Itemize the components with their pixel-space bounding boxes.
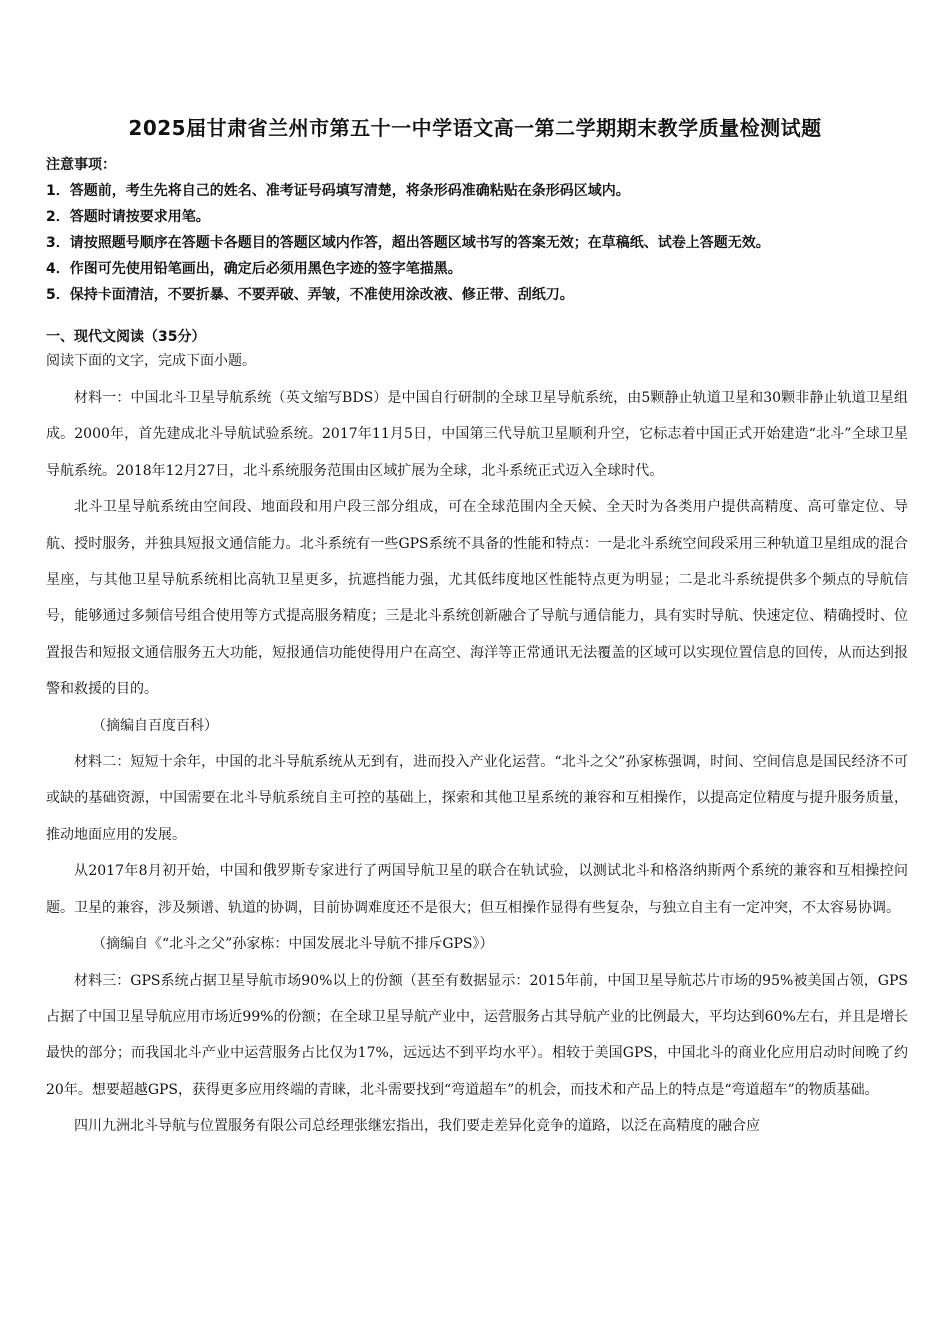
paragraph-cooperation: 从2017年8月初开始，中国和俄罗斯专家进行了两国导航卫星的联合在轨试验，以测试北斗和格洛纳斯两个系统的兼容和互相操控问题。卫星的兼容，涉及频谱、轨道的协调，目前协调难度还不是很大；但互相操作显得有些复杂，与独立自主有一定冲突，不太容易协调。 — [46, 863, 908, 916]
notice-item-1: 1．答题前，考生先将自己的姓名、准考证号码填写清楚，将条形码准确粘贴在条形码区域内。 — [46, 183, 630, 199]
source-note-2: （摘编自《“北斗之父”孙家栋：中国发展北斗导航不排斥GPS》） — [92, 936, 494, 953]
notice-item-5: 5．保持卡面清洁，不要折暴、不要弄破、弄皱，不准使用涂改液、修正带、刮纸刀。 — [46, 287, 574, 303]
paragraph-material-1: 材料一：中国北斗卫星导航系统（英文缩写BDS）是中国自行研制的全球卫星导航系统，由5颗静止轨道卫星和30颗非静止轨道卫星组成。2000年，首先建成北斗导航试验系统。2017年11月5日，中国第三代导航卫星顺利升空，它标志着中国正式开始建造“北斗”全球卫星导航系统。2018年12月27日，北斗系统服务范围由区域扩展为全球，北斗系统正式迈入全球时代。 — [46, 390, 908, 479]
paragraph-beidou-system: 北斗卫星导航系统由空间段、地面段和用户段三部分组成，可在全球范围内全天候、全天时为各类用户提供高精度、高可靠定位、导航、授时服务，并独具短报文通信能力。北斗系统有一些GPS系统不具备的性能和特点：一是北斗系统空间段采用三种轨道卫星组成的混合星座，与其他卫星导航系统相比高轨卫星更多，抗遮挡能力强，尤其低纬度地区性能特点更为明显；二是北斗系统提供多个频点的导航信号，能够通过多频信号组合使用等方式提高服务精度；三是北斗系统创新融合了导航与通信能力，具有实时导航、快速定位、精确授时、位置报告和短报文通信服务五大功能，短报通信功能使得用户在高空、海洋等正常通讯无法覆盖的区域可以实现位置信息的回传，从而达到报警和救援的目的。 — [46, 499, 908, 698]
notice-item-4: 4．作图可先使用铅笔画出，确定后必须用黑色字迹的签字笔描黑。 — [46, 261, 462, 277]
notice-section — [46, 152, 916, 308]
paragraph-zhang-jihong: 四川九洲北斗导航与位置服务有限公司总经理张继宏指出，我们要走差异化竞争的道路，以泛在高精度的融合应 — [74, 1118, 760, 1135]
notice-item-2: 2．答题时请按要求用笔。 — [46, 209, 210, 225]
section-heading: 一、现代文阅读（35分） — [46, 329, 206, 345]
notice-item-3: 3．请按照题号顺序在答题卡各题目的答题区域内作答，超出答题区域书写的答案无效；在草稿纸、试卷上答题无效。 — [46, 235, 770, 251]
source-note-1: （摘编自百度百科） — [92, 717, 218, 734]
page-title: 2025届甘肃省兰州市第五十一中学语文高一第二学期期末教学质量检测试题 — [128, 116, 822, 140]
notice-heading: 注意事项： — [46, 157, 116, 173]
paragraph-material-2: 材料二：短短十余年，中国的北斗导航系统从无到有，进而投入产业化运营。“北斗之父”孙家栋强调，时间、空间信息是国民经济不可或缺的基础资源，中国需要在北斗导航系统自主可控的基础上，探索和其他卫星系统的兼容和互相操作，以提高定位精度与提升服务质量，推动地面应用的发展。 — [46, 754, 908, 843]
reading-passage — [46, 380, 908, 1145]
paragraph-material-3: 材料三：GPS系统占据卫星导航市场90%以上的份额（甚至有数据显示：2015年前，中国卫星导航芯片市场的95%被美国占领，GPS占据了中国卫星导航应用市场近99%的份额；在全球卫星导航产业中，运营服务占其导航产业的比例最大，平均达到60%左右，并且是增长最快的部分；而我国北斗产业中运营服务占比仅为17%，远远达不到平均水平）。相较于美国GPS，中国北斗的商业化应用启动时间晚了约20年。想要超越GPS，获得更多应用终端的青睐，北斗需要找到“弯道超车”的机会，而技术和产品上的特点是“弯道超车”的物质基础。 — [46, 972, 908, 1098]
section-instruction: 阅读下面的文字，完成下面小题。 — [46, 353, 256, 369]
